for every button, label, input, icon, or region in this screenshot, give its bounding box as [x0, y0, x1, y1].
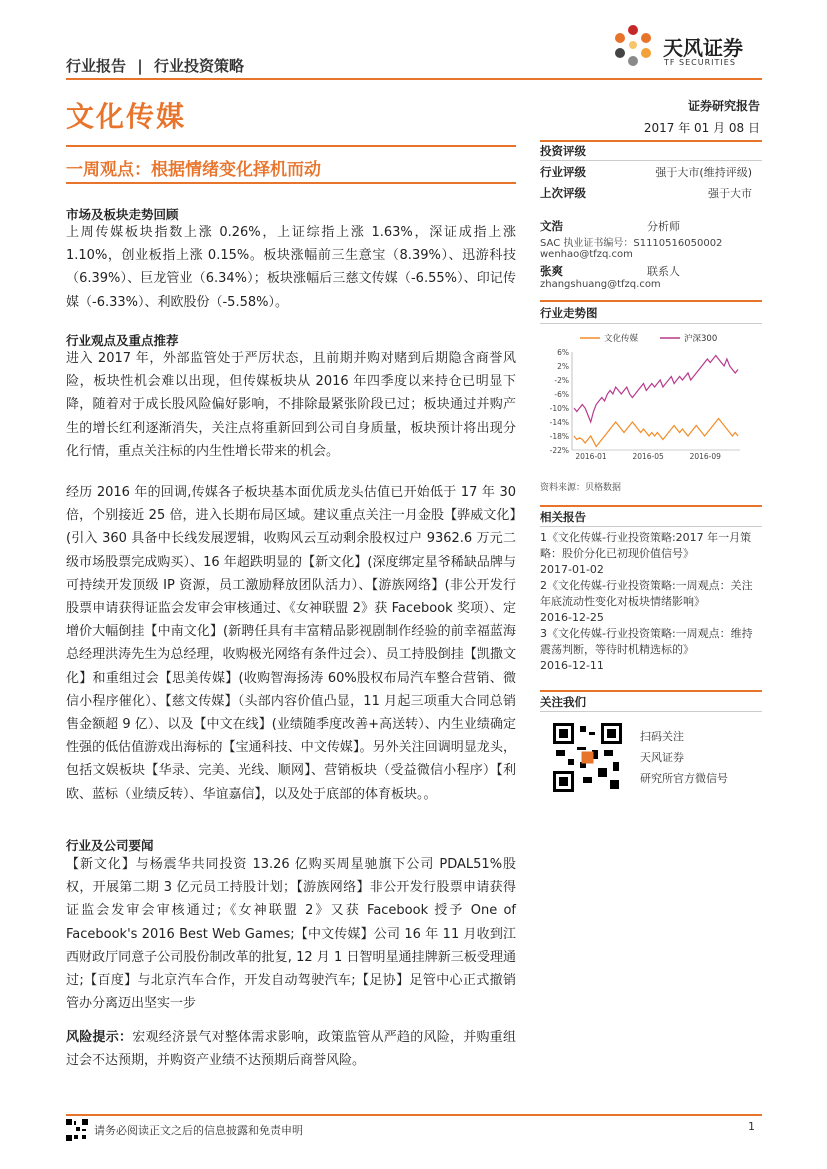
- industry-trend-chart: [540, 328, 762, 468]
- risk-paragraph: 宏观经济景气对整体需求影响，政策监管从严趋的风险，并购重组过会不达预期，并购资产业绩不达预期后商誉风险。: [66, 1030, 516, 1069]
- contact-role: 联系人: [647, 265, 680, 278]
- report-category: [66, 55, 244, 76]
- follow-divider: [540, 711, 762, 712]
- trend-divider: [540, 323, 762, 324]
- legend-label: 文化传媒: [604, 334, 639, 344]
- x-tick-label: 2016-05: [632, 452, 664, 461]
- y-tick-label: -2%: [554, 376, 569, 385]
- analyst-block: [540, 218, 762, 290]
- follow-line-2: 天风证券: [640, 751, 684, 764]
- industry-rating-label: 行业评级: [540, 165, 586, 179]
- series-line-media: [574, 419, 738, 447]
- logo-text-en: TF SECURITIES: [664, 58, 736, 67]
- x-tick-label: 2016-09: [689, 452, 721, 461]
- industry-view-paragraph-1: 进入 2017 年，外部监管处于严厉状态，且前期并购对赌到后期隐含商誉风险，板块性机会难以出现，但传媒板块从 2016 年四季度以来持仓已明显下降，随着对于成长股风险偏好影响，不排除最紧张阶段已过；板块通过并购产生的增长红利逐渐消失，关注点将重新回到公司自身质量，板块预计将出现分化行情，重点关注标的内生性增长带来的机会。: [66, 351, 516, 459]
- market-review-paragraph: 上周传媒板块指数上涨 0.26%，上证综指上涨 1.63%，深证成指上涨 1.10%，创业板指上涨 0.15%。板块涨幅前三生意宝（8.39%）、迅游科技（6.39%）、巨龙管业（6.34%）；板块涨幅后三慈文传媒（-6.55%）、印记传媒（-6.33%）、利欧股份（-5.58%）。: [66, 225, 516, 310]
- related-top-rule: [540, 505, 762, 507]
- market-review-heading: 市场及板块走势回顾: [66, 207, 179, 222]
- related-report-title[interactable]: 1《文化传媒-行业投资策略:2017 年一月策略：股价分化已初现价值信号》: [540, 531, 752, 560]
- category-label: 行业报告: [66, 57, 127, 75]
- related-report-title[interactable]: 3《文化传媒-行业投资策略:一周观点：维持震荡判断，等待时机精选标的》: [540, 627, 753, 656]
- news-text: [66, 853, 516, 1015]
- y-tick-label: -10%: [549, 404, 569, 413]
- industry-view-paragraph-2: 经历 2016 年的回调,传媒各子板块基本面优质龙头估值已开始低于 17 年 30 倍，个别接近 25 倍，进入长期布局区域。建议重点关注一月金股【骅威文化】(引入 360 具备中长线发展逻辑，收购风云互动剩余股权过户 9362.6 万元二级市场股票完成购买）、16 年超跌明显的【新文化】(深度绑定星爷稀缺品牌与可持续开发顶级 IP 资源，员工激励释放团队活力）、【游族网络】(非公开发行股票申请获得证监会发审会审核通过、《女神联盟 2》获 Facebook 奖项）、定增价大幅倒挂【中南文化】(新聘任具有丰富精品影视剧制作经验的前幸福蓝海总经理洪涛先生为总经理，收购极光网络有条件过会）、员工持股倒挂【凯撒文化】和重组过会【思美传媒】(收购智海扬涛 60%股权布局汽车整合营销、微信小程序催化）、【慈文传媒】（头部内容价值凸显，11 月起三项重大合同总销售金额超 9 亿）、以及【中文在线】(业绩随季度改善+高送转）、内生业绩确定性强的低估值游戏出海标的【宝通科技、中文传媒】。另外关注回调明显龙头，包括文娱板块【华录、完美、光线、顺网】、营销板块（受益微信小程序）【利欧、蓝标（业绩反转）、华谊嘉信】，以及处于底部的体育板块。。: [66, 485, 516, 802]
- industry-rating-value: 强于大市(维持评级): [655, 166, 752, 179]
- header-rule: [66, 78, 762, 80]
- rating-heading: 投资评级: [540, 144, 586, 158]
- legend-label: 沪深300: [684, 334, 718, 344]
- risk-text: [66, 1026, 516, 1072]
- analyst-role: 分析师: [647, 220, 680, 233]
- rating-top-rule: [540, 140, 762, 142]
- y-tick-label: -22%: [549, 446, 569, 455]
- trend-source: 资料来源：贝格数据: [540, 483, 622, 493]
- category-separator: |: [137, 57, 143, 75]
- trend-heading: 行业走势图: [540, 306, 598, 320]
- market-review-text: [66, 221, 516, 314]
- analyst-name: 文浩: [540, 219, 563, 233]
- subtitle-rule: [66, 182, 516, 184]
- related-report-title[interactable]: 2《文化传媒-行业投资策略:一周观点：关注年底流动性变化对板块情绪影响》: [540, 579, 753, 608]
- related-report-date: 2016-12-25: [540, 611, 604, 624]
- y-tick-label: -14%: [549, 418, 569, 427]
- report-type: 证券研究报告: [687, 99, 760, 113]
- series-line-hs300: [574, 356, 738, 423]
- footer-rule: [66, 1114, 762, 1116]
- report-date: 2017 年 01 月 08 日: [643, 121, 760, 135]
- follow-top-rule: [540, 690, 762, 692]
- y-tick-label: -18%: [549, 432, 569, 441]
- y-tick-label: -6%: [554, 390, 569, 399]
- x-tick-label: 2016-01: [575, 452, 607, 461]
- industry-view-heading: 行业观点及重点推荐: [66, 333, 179, 348]
- y-tick-label: 6%: [557, 348, 569, 357]
- analyst-cert: SAC 执业证书编号：S1110516050002: [540, 238, 723, 249]
- news-paragraph: 【新文化】与杨震华共同投资 13.26 亿购买周星驰旗下公司 PDAL51%股权，开展第二期 3 亿元员工持股计划；【游族网络】非公开发行股票申请获得证监会发审会审核通过;《女神联盟 2》又获 Facebook 授予 One of Facebook's 2016 Best Web Games;【中文传媒】公司 16 年 11 月收到江西财政厅同意子公司股份制改革的批复, 12 月 1 日智明星通挂牌新三板受理通过;【百度】与北京汽车合作，开发自动驾驶汽车;【足协】足管中心正式撤销 管办分离迈出坚实一步: [66, 857, 516, 1012]
- contact-email[interactable]: zhangshuang@tfzq.com: [540, 279, 661, 290]
- logo-text-cn: 天风证券: [663, 36, 743, 60]
- news-heading: 行业及公司要闻: [66, 838, 154, 853]
- previous-rating-label: 上次评级: [540, 186, 586, 200]
- follow-heading: 关注我们: [540, 695, 586, 709]
- wechat-qr-icon[interactable]: [550, 720, 625, 795]
- related-report-date: 2016-12-11: [540, 659, 604, 672]
- industry-view-text-2: [66, 481, 516, 806]
- page-title: 文化传媒: [66, 100, 187, 133]
- related-report-date: 2017-01-02: [540, 563, 604, 576]
- company-logo: [608, 20, 768, 70]
- title-rule: [66, 145, 516, 147]
- related-divider: [540, 526, 762, 527]
- y-tick-label: 2%: [557, 362, 569, 371]
- trend-top-rule: [540, 300, 762, 302]
- risk-label: 风险提示：: [66, 1030, 133, 1045]
- analyst-email[interactable]: wenhao@tfzq.com: [540, 249, 633, 260]
- related-heading: 相关报告: [540, 510, 586, 524]
- contact-name: 张爽: [540, 264, 563, 278]
- subcategory-label: 行业投资策略: [153, 57, 244, 75]
- logo-flower-icon: [608, 20, 658, 70]
- page-number: 1: [748, 1120, 755, 1133]
- footer-disclaimer[interactable]: 请务必阅读正文之后的信息披露和免责申明: [94, 1124, 303, 1137]
- follow-line-1: 扫码关注: [640, 730, 684, 743]
- rating-divider: [540, 160, 762, 161]
- report-subtitle: 一周观点：根据情绪变化择机而动: [66, 160, 321, 180]
- industry-view-text: [66, 347, 516, 463]
- follow-line-3: 研究所官方微信号: [640, 772, 728, 785]
- previous-rating-value: 强于大市: [708, 187, 752, 200]
- footer-qr-icon: [66, 1119, 88, 1141]
